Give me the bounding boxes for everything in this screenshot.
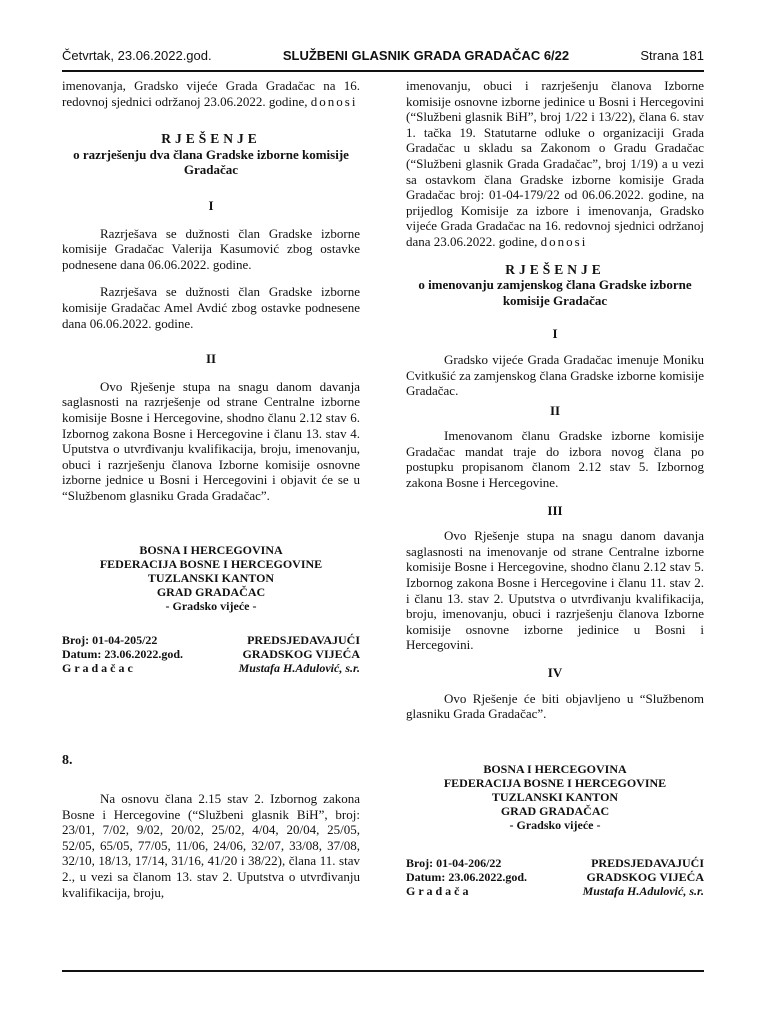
signatory-name: Mustafa H.Adulović, s.r. (238, 661, 360, 676)
document-place: G r a d a č a c (62, 661, 133, 676)
section-heading: II (205, 351, 217, 367)
header-rule (62, 70, 704, 72)
paragraph: Razrješava se dužnosti član Gradske izborne komisije Gradačac Valerija Kasumović zbog ostavke podnesene dana 06.06.2022. godine. (62, 225, 360, 272)
paragraph: Gradsko vijeće Grada Gradačac imenuje Moniku Cvitkušić za zamjenskog člana Gradske izborne komisije Gradačac. (406, 351, 704, 399)
signature-block: Broj: 01-04-206/22 Datum: 23.06.2022.god. G r a d a č a PREDSJEDAVAJUĆI GRADSKOG VIJEĆA Mustafa H.Adulović, s.r. (406, 855, 704, 898)
section-heading: I (208, 197, 214, 213)
paragraph: imenovanju, obuci i razrješenju članova Izborne komisije osnovne izborne jedinice u Bosni i Hercegovini (“Službeni glasnik BiH”, broj 1/22 i 13/22), člana 6. stav 1. tačka 19. Statutarne odluke o organizaciji Grada Gradačac u skladu sa Zakonom o Gradu Gradačac (“Službeni glasnik Grada Gradačac”, broj 1/19) a u vezi sa ostavkom člana Gradske izborne komisije Grada Gradačac broj: 01-04-179/22 od 06.06.2022. godine, na prijedlog Komisije za izbore i imenovanja, Gradsko vijeće Grada Gradačac na 16. redovnoj sjednici održanoj dana 23.06.2022. godine, donosi (406, 78, 704, 249)
paragraph: Ovo Rješenje stupa na snagu danom davanja saglasnosti na razrješenje od strane Centralne izborne komisije Bosne i Hercegovine, shodno članu 2.12 stav 6. Izbornog zakona Bosne i Hercegovine i članu 13. stav 4. Uputstva o utvrđivanju kvalifikacija, broju, imenovanju, obuci i razrješenju članova Izborne komisije osnovne izborne jednice u Bosni i Hercegovini i objavit će se u “Službenom glasniku Grada Gradačac”. (62, 378, 360, 503)
signature-block: Broj: 01-04-205/22 Datum: 23.06.2022.god. G r a d a č a c PREDSJEDAVAJUĆI GRADSKOG VIJEĆA Mustafa H.Adulović, s.r. (62, 633, 360, 676)
section-heading: II (549, 402, 561, 418)
paragraph: Imenovanom članu Gradske izborne komisije Gradačac mandat traje do izbora novog člana po postupku propisanom članom 2.12 stav 5. Izbornog zakona Bosne i Hercegovine. (406, 428, 704, 491)
document-date: Datum: 23.06.2022.god. (62, 647, 184, 662)
document-number: Broj: 01-04-205/22 (62, 633, 158, 648)
header-date: Četvrtak, 23.06.2022.god. (62, 47, 212, 63)
left-column (62, 78, 360, 900)
paragraph: Ovo Rješenje će biti objavljeno u “Službenom glasniku Grada Gradačac”. (406, 690, 704, 722)
section-heading: I (552, 326, 558, 342)
item-number: 8. (62, 753, 73, 769)
decision-title: RJEŠENJE (161, 131, 261, 147)
institution-block: BOSNA I HERCEGOVINA FEDERACIJA BOSNE I HERCEGOVINE TUZLANSKI KANTON GRAD GRADAČAC - Gradsko vijeće - (99, 543, 323, 614)
page-header (62, 44, 704, 66)
intro-text: imenovanja, Gradsko vijeće Grada Gradačac na 16. redovnoj sjednici održanoj 23.06.2022. godine, donosi (62, 78, 360, 109)
section-heading: IV (547, 665, 563, 680)
paragraph: Ovo Rješenje stupa na snagu danom davanja saglasnosti na imenovanje od strane Centralne izborne komisije Bosne i Hercegovine, shodno članu 2.12 stav 5. Izbornog zakona Bosne i Hercegovine i članu 11. stav 2. i članu 13. stav 2. Uputstva o utvrđivanju kvalifikacija, broju, imenovanju, obuci i razrješenju članova Izborne komisije osnovne izborne jedinice u Bosni i Hercegovini. (406, 528, 704, 653)
document-date: Datum: 23.06.2022.god. (406, 869, 528, 884)
paragraph: Na osnovu člana 2.15 stav 2. Izbornog zakona Bosne i Hercegovine (“Službeni glasnik BiH”, broj: 23/01, 7/02, 9/02, 20/02, 25/02, 4/04, 20/04, 25/05, 52/05, 65/05, 77/05, 11/06, 24/06, 32/07, 33/08, 37/08, 32/10, 18/13, 17/14, 31/16, 41/20 i 38/22), člana 11. stav 2., u vezi sa članom 13. stav 2. Uputstva o utvrđivanju kvalifikacija, broju, (62, 791, 360, 900)
header-gazette-title: SLUŽBENI GLASNIK GRADA GRADAČAC 6/22 (282, 47, 570, 63)
document-place: G r a d a č a (406, 883, 469, 898)
decision-subtitle: o imenovanju zamjenskog člana Gradske izborne komisije Gradačac (418, 277, 692, 308)
document-number: Broj: 01-04-206/22 (406, 855, 502, 870)
decision-title: RJEŠENJE (505, 261, 605, 277)
decision-subtitle: o razrješenju dva člana Gradske izborne komisije Gradačac (73, 146, 349, 178)
institution-block: BOSNA I HERCEGOVINA FEDERACIJA BOSNE I HERCEGOVINE TUZLANSKI KANTON GRAD GRADAČAC - Gradsko vijeće - (443, 761, 667, 832)
right-column (406, 78, 704, 898)
section-heading: III (547, 502, 563, 518)
paragraph: Razrješava se dužnosti član Gradske izborne komisije Gradačac Amel Avdić zbog ostavke podnesene dana 06.06.2022. godine. (62, 284, 360, 331)
footer-rule (62, 970, 704, 972)
signatory-name: Mustafa H.Adulović, s.r. (582, 883, 704, 898)
header-page-number: Strana 181 (640, 47, 704, 63)
